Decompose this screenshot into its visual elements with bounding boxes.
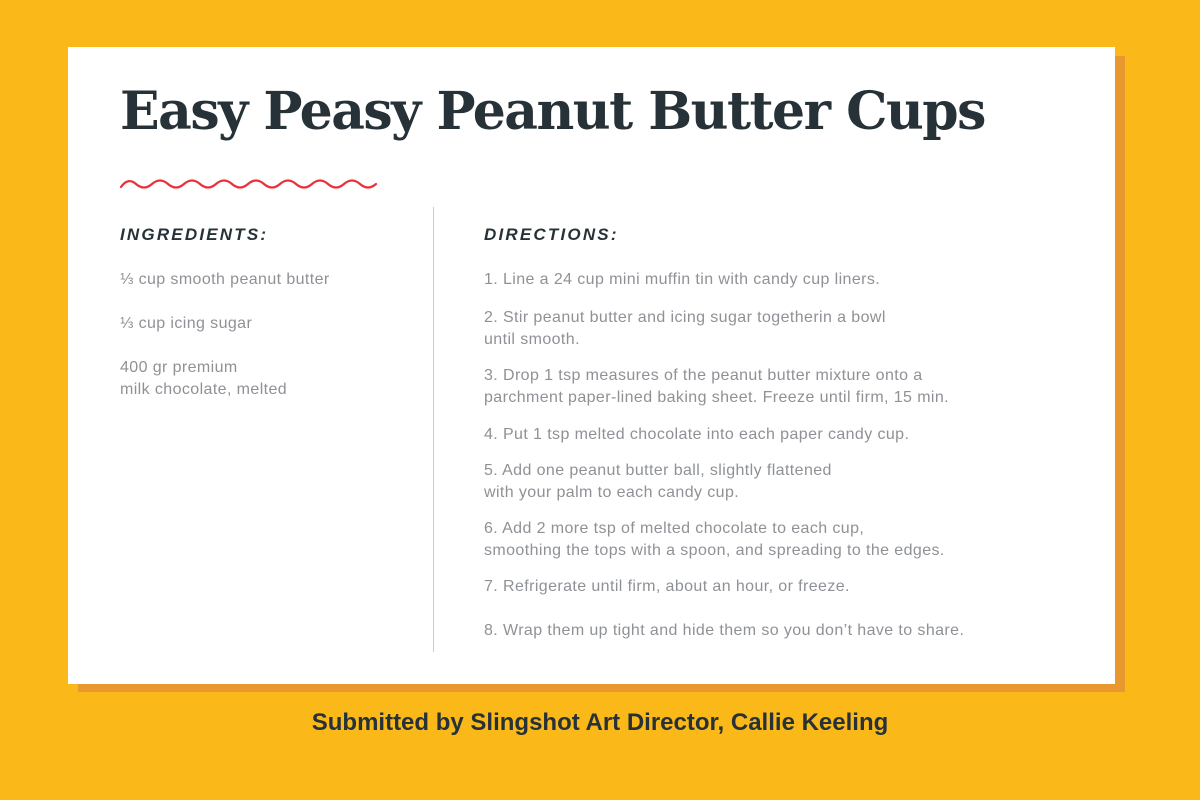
recipe-title: Easy Peasy Peanut Butter Cups (120, 81, 985, 142)
recipe-card (68, 47, 1115, 684)
direction-step: 1. Line a 24 cup mini muffin tin with candy cup liners. (484, 271, 881, 288)
squiggle-divider-icon (120, 176, 378, 192)
direction-step: 4. Put 1 tsp melted chocolate into each paper candy cup. (484, 426, 910, 443)
direction-step: 7. Refrigerate until firm, about an hour, or freeze. (484, 578, 850, 595)
ingredient-item: ⅓ cup smooth peanut butter (120, 271, 330, 288)
direction-step: 5. Add one peanut butter ball, slightly flattened with your palm to each candy cup. (484, 462, 832, 501)
ingredient-item: 400 gr premium milk chocolate, melted (120, 359, 288, 398)
ingredient-item: ⅓ cup icing sugar (120, 315, 253, 332)
direction-step: 8. Wrap them up tight and hide them so you don’t have to share. (484, 622, 965, 639)
direction-step: 2. Stir peanut butter and icing sugar togetherin a bowl until smooth. (484, 309, 886, 348)
ingredients-heading: INGREDIENTS: (120, 225, 269, 244)
directions-heading: DIRECTIONS: (484, 225, 619, 244)
direction-step: 3. Drop 1 tsp measures of the peanut butter mixture onto a parchment paper-lined baking sheet. Freeze until firm, 15 min. (484, 367, 950, 406)
direction-step: 6. Add 2 more tsp of melted chocolate to each cup, smoothing the tops with a spoon, and spreading to the edges. (484, 520, 945, 559)
ingredients-list (120, 269, 410, 423)
submitted-by-credit: Submitted by Slingshot Art Director, Callie Keeling (311, 709, 889, 736)
column-divider (433, 207, 434, 652)
